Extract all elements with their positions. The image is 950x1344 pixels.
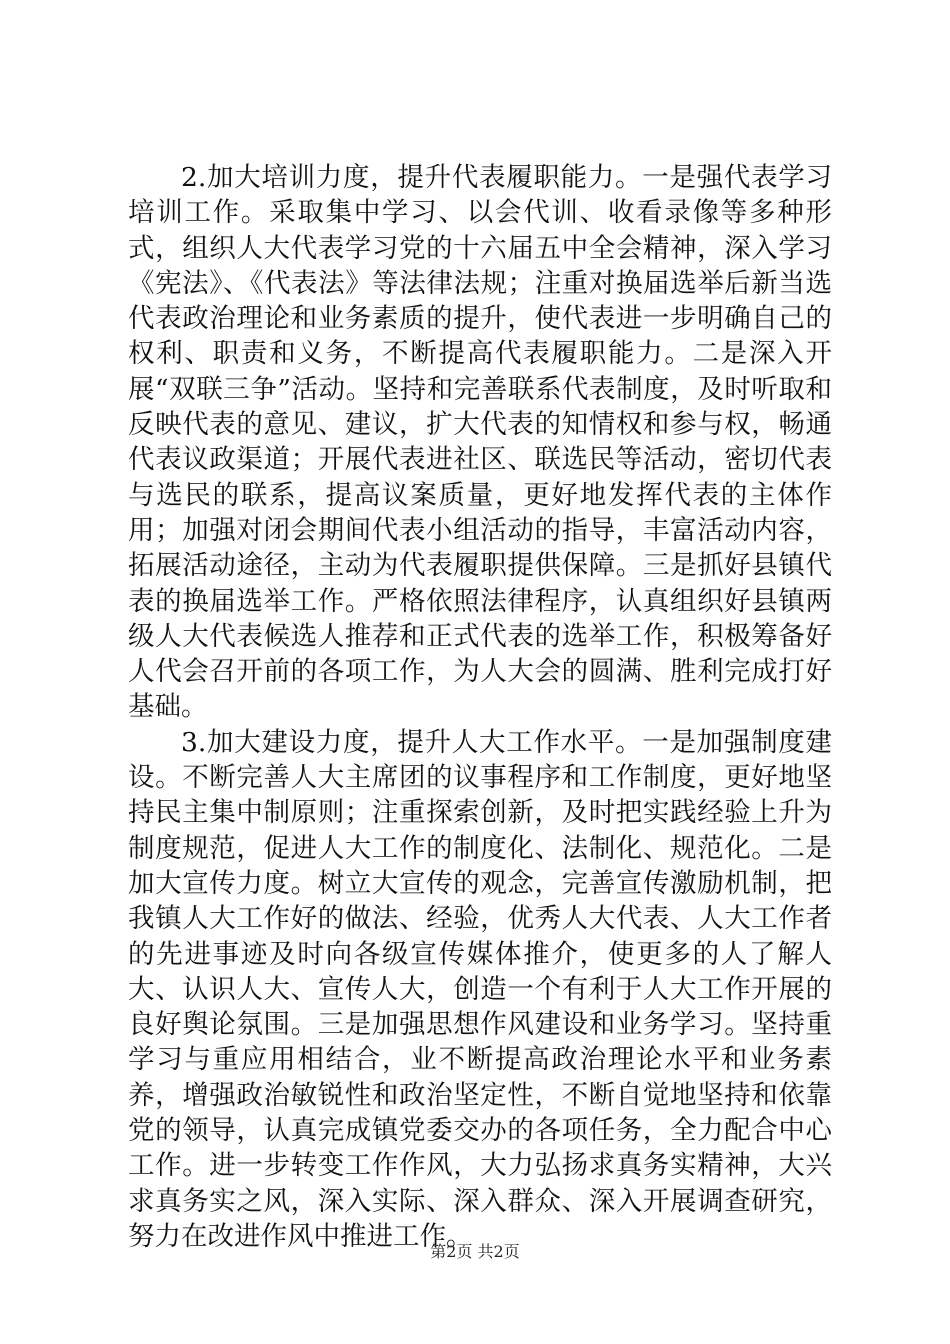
document-body: [128, 160, 832, 1254]
page-footer: 第2页 共2页: [430, 1242, 520, 1261]
paragraph-construction: 3.加大建设力度，提升人大工作水平。一是加强制度建设。不断完善人大主席团的议事程序和工作制度，更好地坚持民主集中制原则；注重探索创新，及时把实践经验上升为制度规范，促进人大工作的制度化、法制化、规范化。二是加大宣传力度。树立大宣传的观念，完善宣传激励机制，把我镇人大工作好的做法、经验，优秀人大代表、人大工作者的先进事迹及时向各级宣传媒体推介，使更多的人了解人大、认识人大、宣传人大，创造一个有利于人大工作开展的良好舆论氛围。三是加强思想作风建设和业务学习。坚持重学习与重应用相结合，业不断提高政治理论水平和业务素养，增强政治敏锐性和政治坚定性，不断自觉地坚持和依靠党的领导，认真完成镇党委交办的各项任务，全力配合中心工作。进一步转变工作作风，大力弘扬求真务实精神，大兴求真务实之风，深入实际、深入群众、深入开展调查研究，努力在改进作风中推进工作。: [128, 726, 832, 1252]
paragraph-training: 2.加大培训力度，提升代表履职能力。一是强代表学习培训工作。采取集中学习、以会代训、收看录像等多种形式，组织人大代表学习党的十六届五中全会精神，深入学习《宪法》、《代表法》等法律法规；注重对换届选举后新当选代表政治理论和业务素质的提升，使代表进一步明确自己的权利、职责和义务，不断提高代表履职能力。二是深入开展“双联三争”活动。坚持和完善联系代表制度，及时听取和反映代表的意见、建议，扩大代表的知情权和参与权，畅通代表议政渠道；开展代表进社区、联选民等活动，密切代表与选民的联系，提高议案质量，更好地发挥代表的主体作用；加强对闭会期间代表小组活动的指导，丰富活动内容，拓展活动途径，主动为代表履职提供保障。三是抓好县镇代表的换届选举工作。严格依照法律程序，认真组织好县镇两级人大代表候选人推荐和正式代表的选举工作，积极筹备好人代会召开前的各项工作，为人大会的圆满、胜利完成打好基础。: [128, 162, 832, 723]
